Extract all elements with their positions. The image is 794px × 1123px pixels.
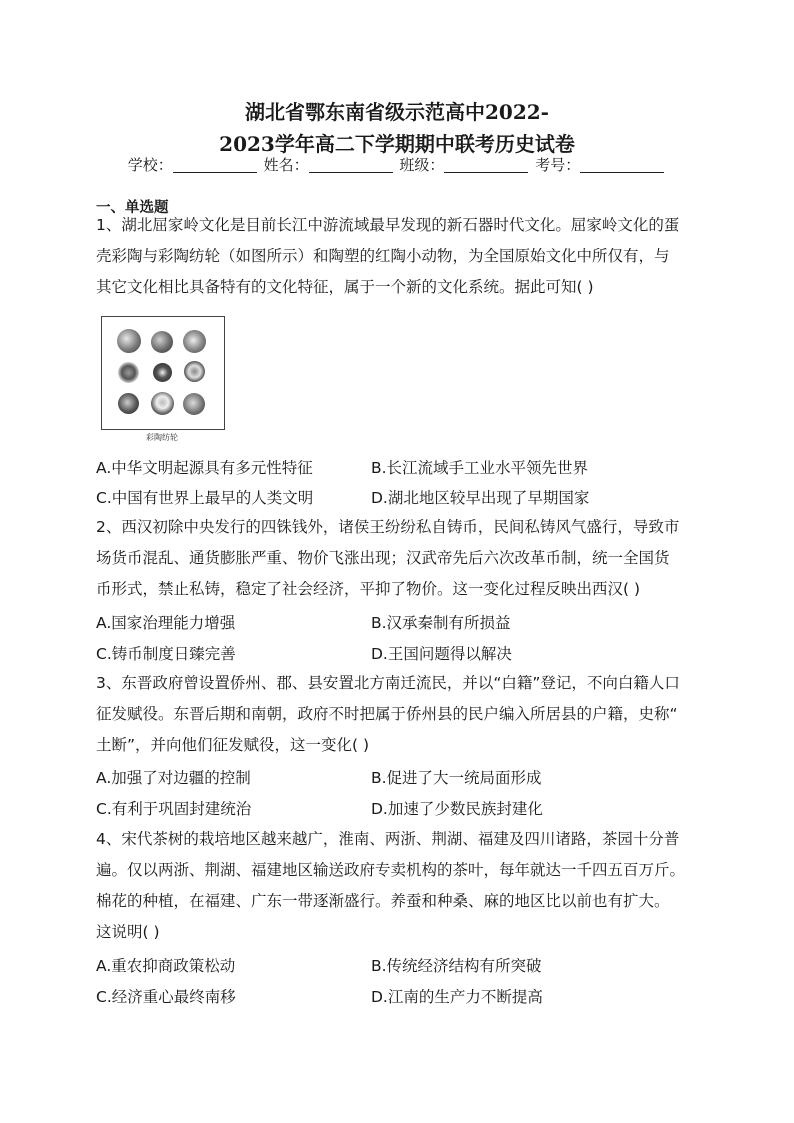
option-3A[interactable]: A.加强了对边疆的控制: [96, 769, 251, 787]
question-3-stem: [96, 668, 706, 761]
question-line: 征发赋役。东晋后期和南朝，政府不时把属于侨州县的民户编入所居县的户籍，史称“: [96, 705, 678, 723]
school-label: 学校：: [127, 156, 173, 174]
class-blank[interactable]: [444, 157, 528, 173]
question-line: 场货币混乱、通货膨胀严重、物价飞涨出现；汉武帝先后六次改革币制，统一全国货: [96, 549, 670, 567]
question-line: 遍。仅以两浙、荆湖、福建地区输送政府专卖机构的茶叶，每年就达一千四五百万斤。: [96, 861, 686, 879]
option-3D[interactable]: D.加速了少数民族封建化: [371, 800, 543, 818]
option-2B[interactable]: B.汉承秦制有所损益: [371, 614, 511, 632]
exam-number-blank[interactable]: [580, 157, 664, 173]
section-title: 一、单选题: [96, 200, 169, 216]
option-4A[interactable]: A.重农抑商政策松动: [96, 957, 236, 975]
question-1-stem: [96, 210, 706, 303]
option-1C[interactable]: C.中国有世界上最早的人类文明: [96, 489, 314, 507]
option-2D[interactable]: D.王国问题得以解决: [371, 645, 512, 663]
pottery-spindle-whorls-image: [101, 316, 225, 430]
question-line: 币形式，禁止私铸，稳定了社会经济，平抑了物价。这一变化过程反映出西汉( ): [96, 580, 641, 598]
question-4-stem: [96, 824, 706, 948]
question-line: 土断”，并向他们征发赋役，这一变化( ): [96, 736, 370, 754]
class-label: 班级：: [399, 156, 445, 174]
question-line: 1、湖北屈家岭文化是目前长江中游流域最早发现的新石器时代文化。屈家岭文化的蛋: [96, 216, 680, 234]
option-3B[interactable]: B.促进了大一统局面形成: [371, 769, 542, 787]
question-line: 棉花的种植，在福建、广东一带逐渐盛行。养蚕和种桑、麻的地区比以前也有扩大。: [96, 892, 670, 910]
exam-title-line1: 湖北省鄂东南省级示范高中2022-: [245, 100, 549, 124]
student-info-line: [0, 154, 794, 175]
question-line: 壳彩陶与彩陶纺轮（如图所示）和陶塑的红陶小动物，为全国原始文化中所仅有，与: [96, 247, 670, 265]
option-2C[interactable]: C.铸币制度日臻完善: [96, 645, 236, 663]
name-label: 姓名：: [263, 156, 309, 174]
option-3C[interactable]: C.有利于巩固封建统治: [96, 800, 252, 818]
question-line: 这说明( ): [96, 923, 160, 941]
figure-caption: 彩陶纺轮: [146, 433, 178, 442]
option-2A[interactable]: A.国家治理能力增强: [96, 614, 236, 632]
option-4B[interactable]: B.传统经济结构有所突破: [371, 957, 542, 975]
option-1D[interactable]: D.湖北地区较早出现了早期国家: [371, 489, 590, 507]
question-2-stem: [96, 512, 706, 605]
name-blank[interactable]: [309, 157, 393, 173]
question-line: 3、东晋政府曾设置侨州、郡、县安置北方南迁流民，并以“白籍”登记，不向白籍人口: [96, 674, 680, 692]
exam-number-label: 考号：: [535, 156, 581, 174]
question-line: 其它文化相比具备特有的文化特征，属于一个新的文化系统。据此可知( ): [96, 278, 594, 296]
exam-title-line2: 2023学年高二下学期期中联考历史试卷: [219, 132, 575, 156]
question-line: 2、西汉初除中央发行的四铢钱外，诸侯王纷纷私自铸币，民间私铸风气盛行，导致市: [96, 518, 680, 536]
option-1A[interactable]: A.中华文明起源具有多元性特征: [96, 459, 313, 477]
school-blank[interactable]: [173, 157, 257, 173]
option-4C[interactable]: C.经济重心最终南移: [96, 988, 236, 1006]
option-1B[interactable]: B.长江流域手工业水平领先世界: [371, 459, 589, 477]
option-4D[interactable]: D.江南的生产力不断提高: [371, 988, 543, 1006]
question-line: 4、宋代茶树的栽培地区越来越广，淮南、两浙、荆湖、福建及四川诸路，茶园十分普: [96, 830, 680, 848]
